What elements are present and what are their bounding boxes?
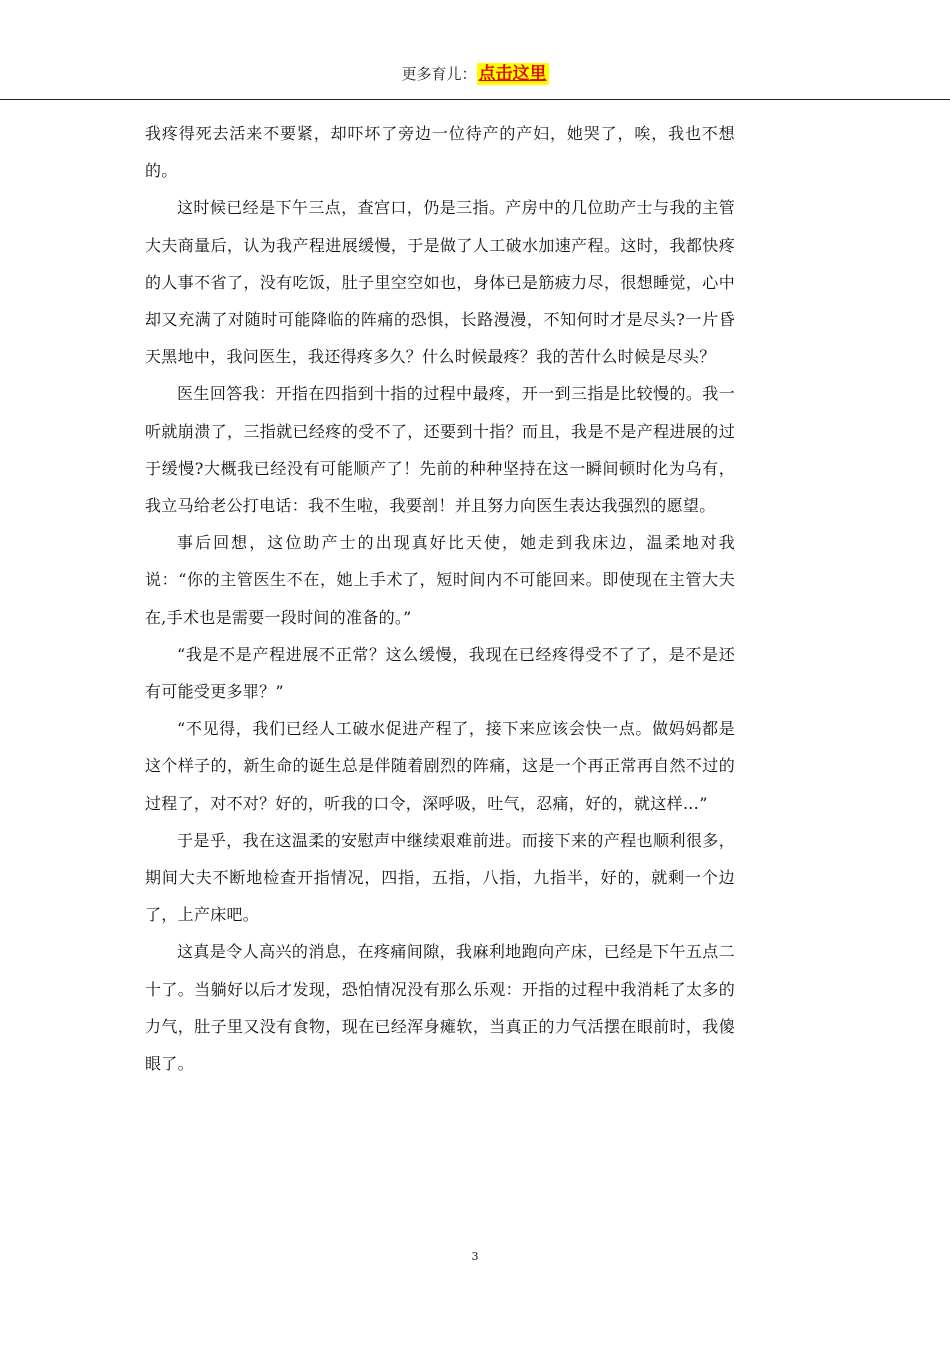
paragraph-3: 医生回答我：开指在四指到十指的过程中最疼，开一到三指是比较慢的。我一听就崩溃了，三指就已经疼的受不了，还要到十指？而且，我是不是产程进展的过于缓慢?大概我已经没有可能顺产了！先前的种种坚持在这一瞬间顿时化为乌有，我立马给老公打电话：我不生啦，我要剖！并且努力向医生表达我强烈的愿望。 — [145, 384, 735, 516]
click-here-link[interactable]: 点击这里 — [478, 64, 547, 84]
page-header — [0, 58, 950, 88]
document-body — [145, 115, 735, 1082]
paragraph-8: 这真是令人高兴的消息，在疼痛间隙，我麻利地跑向产床，已经是下午五点二十了。当躺好以后才发现，恐怕情况没有那么乐观：开指的过程中我消耗了太多的力气，肚子里又没有食物，现在已经浑身瘫软，当真正的力气活摆在眼前时，我傻眼了。 — [145, 942, 735, 1074]
header-divider — [0, 99, 950, 100]
header-label: 更多育儿： — [401, 65, 477, 83]
paragraph-6: “不见得，我们已经人工破水促进产程了，接下来应该会快一点。做妈妈都是这个样子的，新生命的诞生总是伴随着剧烈的阵痛，这是一个再正常再自然不过的过程了，对不对？好的，听我的口令，深呼吸，吐气，忍痛，好的，就这样…” — [145, 719, 735, 813]
paragraph-4: 事后回想，这位助产士的出现真好比天使，她走到我床边，温柔地对我说：“你的主管医生不在，她上手术了，短时间内不可能回来。即使现在主管大夫在,手术也是需要一段时间的准备的。” — [145, 533, 735, 627]
paragraph-1: 我疼得死去活来不要紧，却吓坏了旁边一位待产的产妇，她哭了，唉，我也不想的。 — [145, 124, 735, 181]
paragraph-7: 于是乎，我在这温柔的安慰声中继续艰难前进。而接下来的产程也顺利很多，期间大夫不断地检查开指情况，四指，五指，八指，九指半，好的，就剩一个边了，上产床吧。 — [145, 830, 735, 925]
paragraph-5: “我是不是产程进展不正常？这么缓慢，我现在已经疼得受不了了，是不是还有可能受更多罪？” — [145, 644, 735, 702]
paragraph-2: 这时候已经是下午三点，查宫口，仍是三指。产房中的几位助产士与我的主管大夫商量后，认为我产程进展缓慢，于是做了人工破水加速产程。这时，我都快疼的人事不省了，没有吃饭，肚子里空空如也，身体已是筋疲力尽，很想睡觉，心中却又充满了对随时可能降临的阵痛的恐惧，长路漫漫，不知何时才是尽头?一片昏天黑地中，我问医生，我还得疼多久？什么时候最疼？我的苦什么时候是尽头？ — [145, 198, 735, 367]
page-number: 3 — [471, 1250, 479, 1263]
